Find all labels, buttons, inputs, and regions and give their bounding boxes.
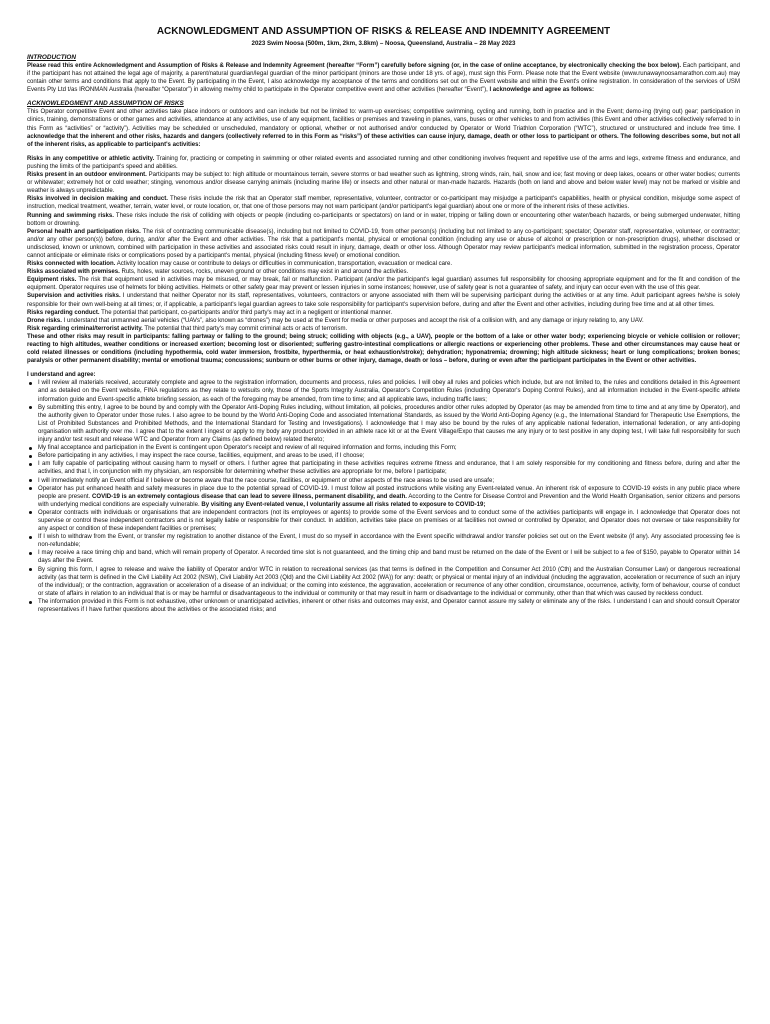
agreement-item-text: My final acceptance and participation in the Event is contingent upon Operator's receipt and review of all required information and forms, including this Form; [38,445,457,452]
risk-label: Supervision and activities risks. [27,293,121,300]
risk-label: Equipment risks. [27,277,77,284]
introduction-heading: INTRODUCTION [27,54,76,61]
agreement-item-text: I will review all materials received, accurately complete and agree to the registration information, documents and process, rules and policies. I will obey all rules and policies which include, but are not limited to, the rules and conditions detailed in this Agreement and as detailed on the Event website, FINA regulations as they relate to wetsuits only, those of the Sports Integrity Australia, Operator's Competition Rules (including Operator's Doping Control Rules), and all information included in the Event-specific athlete information guide and Event-specific athlete briefing session, as each of the foregoing may be amended, from time to time; and all applicable laws, including traffic laws; [38,380,740,403]
agreement-item [38,379,740,403]
risk-paragraph [27,309,740,317]
risk-paragraph [27,171,740,195]
risk-text: The risk of contracting communicable disease(s), including but not limited to COVID-19, from other person(s) (including but not limited to any co-participant; spectator; Operator staff, representative, volunteer, or contractor; and/or any other person(s)) before, during, and/or after the Event and other activities. The risk that a participant's mental, physical or emotional condition (including any use or abuse of alcohol or prescription or non-prescription drugs), whether disclosed or undisclosed, known or unknown, combined with participation in these activities and associated risks could result in injury, damage, death or other loss. Although Operator may review participant's medical information, submitted in the registration process, Operator cannot anticipate or eliminate risks or complications posed by a participant's mental, physical (including fitness level) or emotional condition. [27,228,740,259]
risk-paragraph [27,317,740,325]
agreement-item [38,566,740,598]
agreement-item-bold: COVID-19 is an extremely contagious disease that can lead to severe illness, permanent disability, and death. [90,493,407,500]
document-title: ACKNOWLEDGMENT AND ASSUMPTION OF RISKS & RELEASE AND INDEMNITY AGREEMENT [156,26,611,37]
risk-text: These risks include the risk that an Operator staff member, representative, volunteer, contractor or co-participant may misjudge a participant's capabilities, health or physical condition, misjudge some aspect of instruction, medical treatment, weather, terrain, water level, or route location, or, that one of those persons may not warn participant (and/or participant's legal guardian) about one or more of the inherent risks of these activities. [27,196,740,211]
agreement-item-text: If I wish to withdraw from the Event, or transfer my registration to another distance of the Event, I must do so myself in accordance with the Event specific withdrawal and/or transfer policies set out on the Event website (if any). Any associated processing fee is non-refundable; [38,534,740,549]
agreement-item [38,477,740,485]
agreement-heading: I understand and agree: [27,372,96,379]
risk-label: Drone risks. [27,317,62,324]
agreement-item [38,533,740,549]
risk-text: Participants may be subject to: high altitude or mountainous terrain, severe storms or bad weather such as lightning, strong winds, rain, hail, snow and ice; fast moving or deep lakes, oceans or other water bodies; currents or whitewater; extremely hot or cold weather; stinging, venomous and/or disease carrying animals (including marine life) or insects and other natural or man-made hazards. Hazards (both on land and above and below water level) may not be marked or visible and weather is always unpredictable. [27,172,740,195]
risk-paragraph [27,212,740,228]
risk-text: Ruts, holes, water sources, rocks, uneven ground or other conditions may exist in and around the activities. [119,269,409,276]
risks-intro-paragraph [27,108,740,148]
agreement-item [38,452,740,460]
agreement-item [38,444,740,452]
risk-paragraph [27,292,740,308]
risk-list [27,155,740,333]
risks-intro-text: This Operator competitive Event and other activities take place indoors or outdoors and can include but not be limited to: warm-up exercises; competitive swimming, cycling and running, both in practice and in the Event; demo-ing (trying out) gear; participation in clinics, training, demonstrations or other games and activities, attendance at any activities, use of any equipment, facilities or premises and traveling in planes, vans, buses or other vehicles to and from activities (this Event and other activities collectively referred to in this Form as “activities” or “activity”). Activities may be scheduled or unscheduled, mandatory or optional, whether or not authorised and/or conducted by Operator or World Triathlon Corporation (“WTC”), structured or unstructured and include free time. [27,109,740,132]
risk-paragraph [27,325,740,333]
risk-text: I understand that unmanned aerial vehicles (“UAVs”, also known as “drones”) may be used at the Event for media or other purposes and accept the risk of a collision with, and any damage or injury relating to, any UAV. [61,317,644,324]
risks-closing-paragraph: These and other risks may result in participants: falling partway or falling to the ground; being struck; colliding with objects (e.g., a UAV), people or the bottom of a lake or other water body; experiencing bicycle or vehicle collision or rollover; reacting to high altitudes, weather conditions or increased exertion; becoming lost or disoriented; suffering gastro-intestinal complications or allergic reactions or experiencing other problems. These and other circumstances may cause heat or cold related illnesses or conditions (including hypothermia, cold water immersion, frostbite, hyperthermia, or heat exhaustion/stroke); dehydration; hyponatremia; drowning; high altitude sickness; heart or lung complications; broken bones; paralysis or other permanent disability; mental or emotional trauma; concussions; sunburn or other burns or other injury, damage, death or loss – before, during or even after the participant participates in the Event or other activities. [27,333,740,365]
introduction-paragraph [27,62,740,94]
agreement-item-text: By submitting this entry, I agree to be bound by and comply with the Operator Anti-Doping Rules including, without limitation, all policies, procedures and/or other rules adopted by Operator (as may be amended from time to time and at any time by Operator), and the authority given to Operator under those rules. I also agree to be bound by the World Anti-Doping Code and associated International Standards, as issued by the World Anti-Doping Agency (e.g., the International Standard for Therapeutic Use Exemptions, the List of Prohibited Substances and Prohibited Methods, and the International Standard for Testing and Investigations). I acknowledge that I may also be bound by the rules of any applicable national federation, international federation, or any anti-doping organisation with authority over me. I agree that to the extent I ingest or apply to my body any product provided in an athlete race kit or at the Event Village/Expo that causes me any injury or to test positive in any doping test, I will take full responsibility for such injury and/or test result and release WTC and Operator from any Claims (as defined below) related thereto; [38,404,740,444]
introduction-bold-text: Please read this entire Acknowledgment and Assumption of Risks & Release and Indemnity Agreement (hereafter “Form”) carefully before signing (or, in the case of online acceptance, by electronically checking the box below). [27,63,682,69]
risk-paragraph [27,268,740,276]
risk-label: Risks associated with premises. [27,269,120,276]
agreement-item [38,460,740,476]
introduction-body-text: Each participant, and if the participant has not attained the legal age of majority, a parent/natural guardian/legal guardian of the minor participant (minors are those under 18 yrs. of age), must sign this Form. Please note that the Event website (www.runawaynoosamarathon.com.au) may contain other terms and conditions that apply to the Event. By participating in the Event, I also acknowledge my acceptance of the terms and conditions set out on the Event website and within the Event's online registration. In consideration of the services of USM Events Pty Ltd t/as IRONMAN Australia (hereafter “Operator”) in allowing me/my child to participate in the Operator competitive event and other activities (hereafter “Event”), [27,63,740,94]
agreement-item-text: Operator contracts with individuals or organisations that are independent contractors (not its employees or agents) to provide some of the Event services and to conduct some of the activities participants will engage in. I acknowledge that Operator does not supervise or control these independent contractors and is not legally liable or responsible for their conduct. In addition, activities take place on premises or at facilities not owned or controlled by Operator, and Operator does not oversee or take responsibility for any aspect or condition of these independent facilities or premises; [38,509,740,533]
risk-label: Risks in any competitive or athletic activity. [27,155,155,162]
risk-label: Risks involved in decision making and conduct. [27,196,168,203]
risk-paragraph [27,195,740,211]
agreement-item-text: I will immediately notify an Event official if I believe or become aware that the race course, facilities, or equipment or other aspects of the race areas to be used are unsafe; [38,477,494,484]
risk-label: Risks present in an outdoor environment. [27,172,147,179]
risk-label: Risks connected with location. [27,261,116,268]
agreement-item [38,404,740,444]
agreement-item [38,598,740,614]
risk-label: Risk regarding criminal/terrorist activity. [27,325,143,332]
agreement-item-text: By signing this form, I agree to release and waive the liability of Operator and/or WTC in relation to recreational services (as that terms is defined in the Competition and Consumer Act 2010 (Cth) and the Australian Consumer Law) or dangerous recreational activity (as that term is defined in the Civil Liability Act 2002 (NSW), Civil Liability Act 2003 (Qld) and the Civil Liability Act 2002 (WA)) for any: death; or physical or mental injury of an individual (including the aggravation, acceleration or recurrence of such an injury of the individual); or the contraction, aggravation or acceleration of a disease of an individual; or the coming into existence, the aggravation, acceleration or recurrence of any other condition, circumstance, occurrence, activity, form of behaviour, course of conduct or state of affairs in relation to an individual that is or may be harmful or disadvantageous to the individual or community or that may result in harm or disadvantage to the individual or community, other than that which was caused by reckless conduct. [38,566,740,597]
risks-heading: ACKNOWLEDGMENT AND ASSUMPTION OF RISKS [27,100,184,108]
agreement-item-text: Before participating in any activities, I may inspect the race course, facilities, equipment, and areas to be used, if I choose; [38,453,365,460]
risk-paragraph [27,228,740,260]
agreement-item-text: I am fully capable of participating without causing harm to myself or others. I further agree that participating in these activities requires extreme fitness and endurance, that I am solely responsible for my conditioning and fitness before, during and after the activities, and that I, in conjunction with my physician, am responsible for determining whether these activities are appropriate for me, before I participate; [38,461,740,476]
agreement-item [38,485,740,509]
agreement-list [27,379,740,614]
risk-label: Risks regarding conduct. [27,309,100,316]
risk-text: These risks include the risk of colliding with objects or people (including co-participants or spectators) on land or in water, tripping or falling down or encountering other water/beach hazards, or being submerged underwater, hitting bottom or drowning. [27,212,740,227]
agreement-item-text: I may receive a race timing chip and band, which will remain property of Operator. A recorded time slot is not guaranteed, and the timing chip and band must be returned on the date of the Event or I will be subject to a fee of $150, payable to Operator within 14 days after the Event. [38,550,740,565]
agreement-item-text: Operator has put enhanced health and safety measures in place due to the potential spread of COVID-19. I must follow all posted instructions while visiting any Event-related venue. An inherent risk of exposure to COVID-19 exists in any public place where people are present. [38,485,740,500]
risk-label: Running and swimming risks. [27,212,114,219]
agreement-item-text: The information provided in this Form is not exhaustive, other unknown or unanticipated activities, inherent or other risks and outcomes may exist, and Operator cannot assure my safety or eliminate any of the risks. I understand I can and should consult Operator representatives if I have further questions about the activities or the associated risks; and [38,598,740,613]
agreement-item-text2: According to the Centre for Disease Control and Prevention and the World Health Organisation, senior citizens and persons with underlying medical conditions are especially vulnerable. [38,493,740,508]
risk-paragraph [27,260,740,268]
risk-text: The potential that participant, co-participants and/or third party's may act in a negligent or intentional manner. [99,309,393,316]
risk-text: Activity location may cause or contribute to delays or difficulties in communication, transportation, evacuation or medical care. [115,261,453,268]
risk-text: Training for, practicing or competing in swimming or other related events and associated running and other conditioning involves frequent and repetitive use of the arms and legs, extreme fitness and endurance, and pushing the limits of the participant's speed and abilities. [27,155,741,170]
risks-intro-bold: I acknowledge that the inherent and other risks, hazards and dangers (collectively referred to in this Form as “risks”) of these activities can cause injury, damage, death or other loss to participant or others. The following describes some, but not all of the inherent risks, as applicable to participant's activities: [27,125,740,148]
risk-paragraph [27,276,740,292]
risk-text: I understand that neither Operator nor its staff, representatives, volunteers, contractors or anyone associated with them will be supervising participant during the activities or at any time. Adult participant agrees he/she is solely responsible for their own well-being at all times; or, if applicable, a participant's legal guardian agrees to take sole responsibility for participant's supervision before, during and after the Event and other activities, including during free time and at all other times. [27,293,740,308]
agreement-item [38,509,740,533]
agreement-item-bold2: By visiting any Event-related venue, I voluntarily assume all risks related to exposure to COVID-19; [199,501,486,508]
document-subtitle: 2023 Swim Noosa (500m, 1km, 2km, 3.8km) – Noosa, Queensland, Australia – 28 May 2023 [251,40,516,47]
risk-label: Personal health and participation risks. [27,228,141,235]
risk-paragraph [27,155,740,171]
risk-text: The potential that third party's may commit criminal acts or acts of terrorism. [142,325,348,332]
agreement-item [38,549,740,565]
introduction-closing-text: I acknowledge and agree as follows: [487,87,594,94]
risk-text: The risk that equipment used in activities may be misused, or may break, fail or malfunction. Participant (and/or the participant's legal guardian) assumes full responsibility for choosing appropriate equipment and for the fit and condition of the equipment. Operator requires use of helmets for biking activities. Helmets or other safety gear may prevent or lessen injuries in some instances; however, use of safety gear is not a guarantee of safety, and injury can occur even with the use of this gear. [27,277,740,292]
